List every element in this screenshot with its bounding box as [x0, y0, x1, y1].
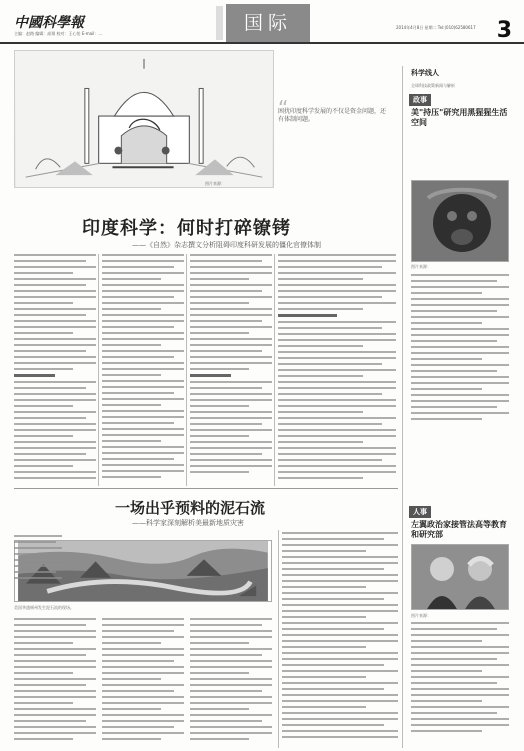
feature-illustration — [14, 50, 274, 188]
column-rule — [278, 530, 279, 748]
landslide-body-column-4 — [282, 532, 398, 748]
feature-body-column-4 — [278, 254, 396, 492]
section-label: 国际 — [226, 4, 310, 42]
officials-photo-caption: 图片来源： — [411, 613, 431, 618]
landslide-body-column-3 — [190, 618, 272, 748]
chimp-headline: 美"持压"研究用黑猩猩生活空间 — [411, 108, 508, 127]
chimpanzee-scene — [412, 181, 509, 262]
newspaper-logo: 中國科學報 — [14, 15, 84, 31]
feature-body-column-1 — [14, 254, 96, 492]
column-rule — [274, 254, 275, 486]
chimp-photo-caption: 图片来源： — [411, 264, 431, 269]
feature-headline: 印度科学：何时打碎镣铐 — [82, 218, 291, 239]
landslide-headline: 一场出乎预料的泥石流 — [115, 499, 266, 517]
chimp-body-text — [411, 274, 509, 440]
politics-tag: 政事 — [409, 94, 431, 106]
pull-quote: 困扰印度科学发展的不仅是资金问题，还有体制问题。 — [278, 108, 387, 123]
editor-meta: 主编：赵路 编辑：高翔 校对：王心怡 E-mail：... — [14, 31, 103, 36]
science-informant-sidebar — [402, 66, 512, 748]
sidebar-subheader: 全球科技政策新闻与解析 — [411, 83, 455, 88]
column-rule — [186, 254, 187, 486]
france-body-text — [411, 622, 509, 746]
landslide-body-column-1b — [14, 618, 96, 748]
feature-subheadline: ——《自然》杂志撰文分析阻碍印度科研发展的僵化官僚体制 — [132, 241, 321, 249]
masthead — [0, 0, 524, 44]
landslide-photo-caption: 美国华盛顿州发生泥石流的现场。 — [14, 605, 74, 610]
taj-mahal-illustration — [15, 51, 273, 187]
france-headline: 左翼政治家接管法高等教育和研究部 — [411, 520, 507, 539]
two-officials-scene — [412, 545, 509, 610]
chimpanzee-photo — [411, 180, 509, 262]
date-line: 2014年4月8日 星期二 Tel:(010)62580617 — [396, 25, 476, 30]
page-number: 3 — [496, 18, 512, 43]
section-divider — [14, 488, 398, 489]
column-rule — [98, 254, 99, 486]
illustration-caption: 图片来源： — [205, 181, 225, 186]
sidebar-header: 科学线人 — [411, 69, 439, 77]
landslide-subheadline: ——科学家深刻解析美最新地质灾害 — [132, 519, 244, 527]
officials-photo — [411, 544, 509, 610]
quote-mark-icon: “ — [278, 96, 289, 120]
feature-body-column-2 — [102, 254, 184, 492]
personnel-tag: 人事 — [409, 506, 431, 518]
feature-body-column-3 — [190, 254, 272, 492]
landslide-body-column-2 — [102, 618, 184, 748]
